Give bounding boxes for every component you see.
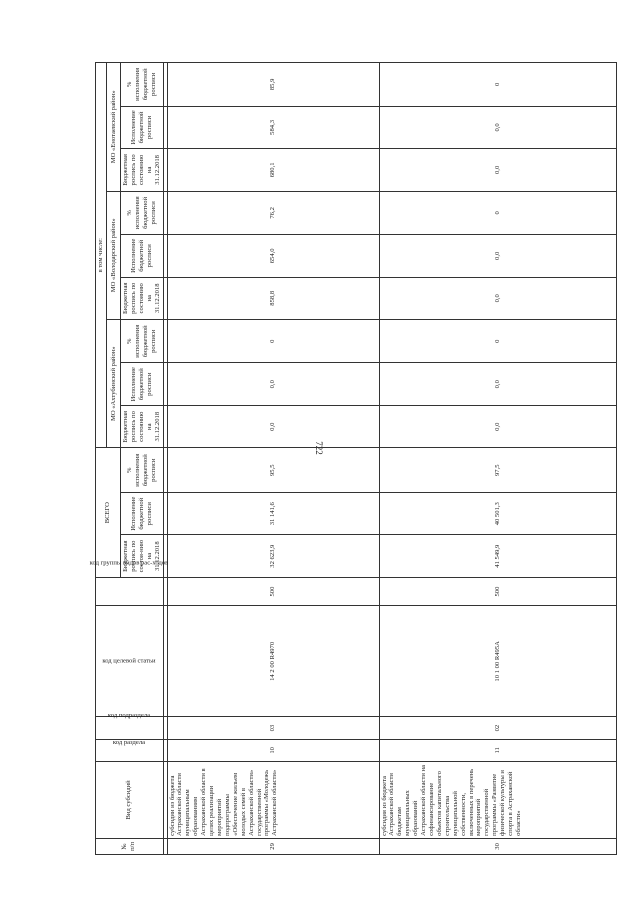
header-including: в том числе:	[96, 63, 107, 448]
row-total-planned: 32 623,9	[167, 535, 379, 577]
row-mo1-planned: 0,0	[167, 405, 379, 447]
header-total-planned: Бюджетная роспись по состоя-нию на 31.12.2018	[121, 535, 164, 577]
table-row	[167, 63, 379, 855]
header-district-enotaevsky: МО «Енотаевский район»	[107, 63, 121, 192]
row-subsidy-type: субсидия из бюджета Астраханской области бюджетам муниципальных образований Астраханской области на софинансирование объектов капитального строительства муниципальной собственности, включенных в перечень мероприятий государственной программы «Развитие физической культуры и спорта в Астраханской области»	[379, 761, 616, 838]
row-target-code: 14 2 00 R4970	[167, 606, 379, 717]
row-mo3-planned: 0,0	[379, 149, 616, 191]
header-mo2-executed: Исполнение бюджетной росписи	[121, 235, 164, 277]
row-mo2-planned: 0,0	[379, 277, 616, 319]
row-mo3-executed: 0,0	[379, 106, 616, 148]
row-subsection-code: 02	[379, 717, 616, 739]
row-mo1-executed: 0,0	[379, 363, 616, 405]
header-total-executed: Исполнение бюджетной росписи	[121, 492, 164, 534]
row-total-executed: 40 501,3	[379, 492, 616, 534]
row-total-percent: 95,5	[167, 448, 379, 493]
row-mo2-percent: 76,2	[167, 191, 379, 234]
row-mo2-executed: 654,0	[167, 235, 379, 277]
row-mo1-planned: 0,0	[379, 405, 616, 447]
row-mo3-executed: 584,3	[167, 106, 379, 148]
header-district-akhtubinsky: МО «Ахтубинский район»	[107, 320, 121, 448]
row-mo2-planned: 858,8	[167, 277, 379, 319]
row-subsection-code: 03	[167, 717, 379, 739]
header-mo2-percent: % исполнения бюджетной росписи	[121, 191, 164, 234]
subsidy-table	[89, 62, 617, 855]
row-mo1-executed: 0,0	[167, 363, 379, 405]
header-subsidy-type: Вид субсидий	[96, 761, 164, 838]
row-mo3-planned: 680,1	[167, 149, 379, 191]
row-mo2-executed: 0,0	[379, 235, 616, 277]
row-section-code: 11	[379, 739, 616, 761]
header-mo1-executed: Исполнение бюджетной росписи	[121, 363, 164, 405]
table-wrapper	[89, 62, 612, 855]
row-total-percent: 97,5	[379, 448, 616, 493]
header-district-volodarsky: МО «Володарский район»	[107, 191, 121, 319]
row-mo3-percent: 85,9	[167, 63, 379, 107]
header-mo3-planned: Бюджетная роспись по состоянию на 31.12.2018	[121, 149, 164, 191]
header-total-percent: % исполнения бюджетной росписи	[121, 448, 164, 493]
row-group-code: 500	[379, 577, 616, 605]
header-mo1-percent: % исполнения бюджетной росписи	[121, 320, 164, 363]
header-mo1-planned: Бюджетная роспись по состоянию на 31.12.2018	[121, 405, 164, 447]
table-row	[379, 63, 616, 855]
row-mo1-percent: 0	[167, 320, 379, 363]
row-target-code: 10 1 00 R495A	[379, 606, 616, 717]
row-mo2-percent: 0	[379, 191, 616, 234]
header-section-code: код раздела	[96, 739, 164, 761]
header-subsection-code: код подраздела	[96, 717, 164, 739]
header-number: № п/п	[96, 838, 164, 854]
header-expense-group-code: код группы видов рас-ходов	[96, 577, 164, 605]
header-mo2-planned: Бюджетная роспись по состоянию на 31.12.2018	[121, 277, 164, 319]
header-target-code: код целевой статьи	[96, 606, 164, 717]
rotated-table	[89, 62, 612, 855]
row-subsidy-type: субсидии из бюджета Астраханской области муниципальным образованиям Астраханской области в целях реализации мероприятий подпрограммы «Обеспечение жильем молодых семей в Астраханской области» государственной программы «Молодежь Астраханской области»	[167, 761, 379, 838]
row-total-executed: 31 141,6	[167, 492, 379, 534]
page-number: 722	[314, 441, 324, 455]
row-mo3-percent: 0	[379, 63, 616, 107]
row-group-code: 500	[167, 577, 379, 605]
header-total: ВСЕГО	[96, 448, 121, 577]
row-mo1-percent: 0	[379, 320, 616, 363]
row-total-planned: 41 549,9	[379, 535, 616, 577]
row-section-code: 10	[167, 739, 379, 761]
row-number: 29	[167, 838, 379, 854]
row-number: 30	[379, 838, 616, 854]
header-mo3-percent: % исполнения бюджетной росписи	[121, 63, 164, 107]
header-mo3-executed: Исполнение бюджетной росписи	[121, 106, 164, 148]
